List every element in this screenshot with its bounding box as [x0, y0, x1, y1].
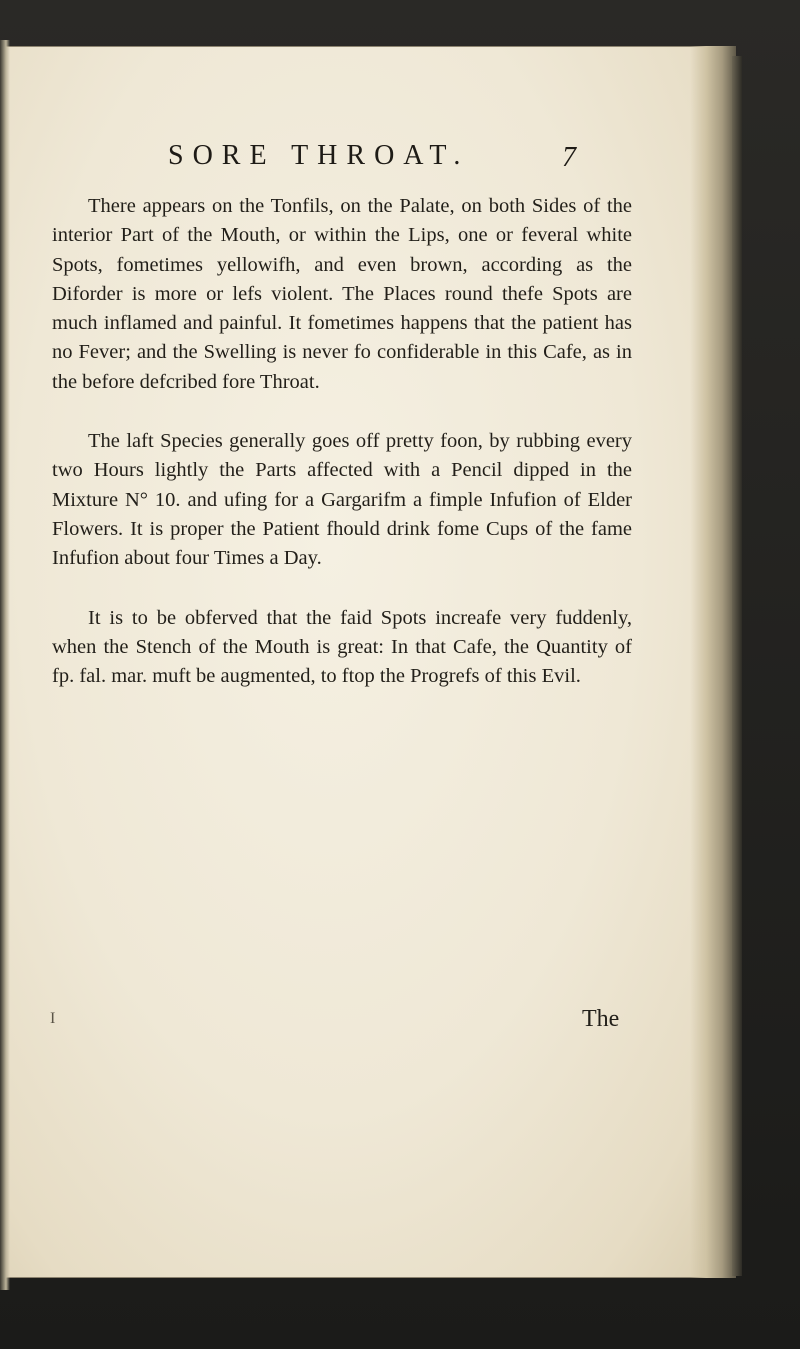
- paragraph-2: The laft Species generally goes off pretty foon, by rubbing every two Hours lightly the Parts affected with a Pencil dipped in the Mixture N° 10. and ufing for a Gargarifm a fimple Infufion of Elder Flowers. It is proper the Patient fhould drink fome Cups of the fame Infufion about four Times a Day.: [52, 430, 632, 570]
- page-left-edge: [0, 40, 10, 1290]
- binding-edge: [732, 56, 742, 1276]
- paragraph-1: There appears on the Tonfils, on the Palate, on both Sides of the interior Part of the Mouth, or within the Lips, one or feveral white Spots, fometimes yellowifh, and even brown, according as the Diforder is more or lefs violent. The Places round thefe Spots are much inflamed and painful. It fometimes happens that the patient has no Fever; and the Swelling is never fo confiderable in this Cafe, as in the before defcribed fore Throat.: [52, 195, 632, 393]
- paragraph-3: It is to be obferved that the faid Spots increafe very fuddenly, when the Stench of the Mouth is great: In that Cafe, the Quantity of fp. fal. mar. muft be augmented, to ftop the Progrefs of this Evil.: [52, 606, 632, 688]
- page-header: [168, 140, 598, 180]
- page-number: 7: [562, 142, 576, 173]
- catchword: The: [582, 1006, 620, 1032]
- running-head: SORE THROAT.: [168, 140, 470, 171]
- page-gutter-shadow: [690, 46, 736, 1278]
- body-text: [52, 192, 632, 691]
- signature-mark: I: [50, 1010, 56, 1027]
